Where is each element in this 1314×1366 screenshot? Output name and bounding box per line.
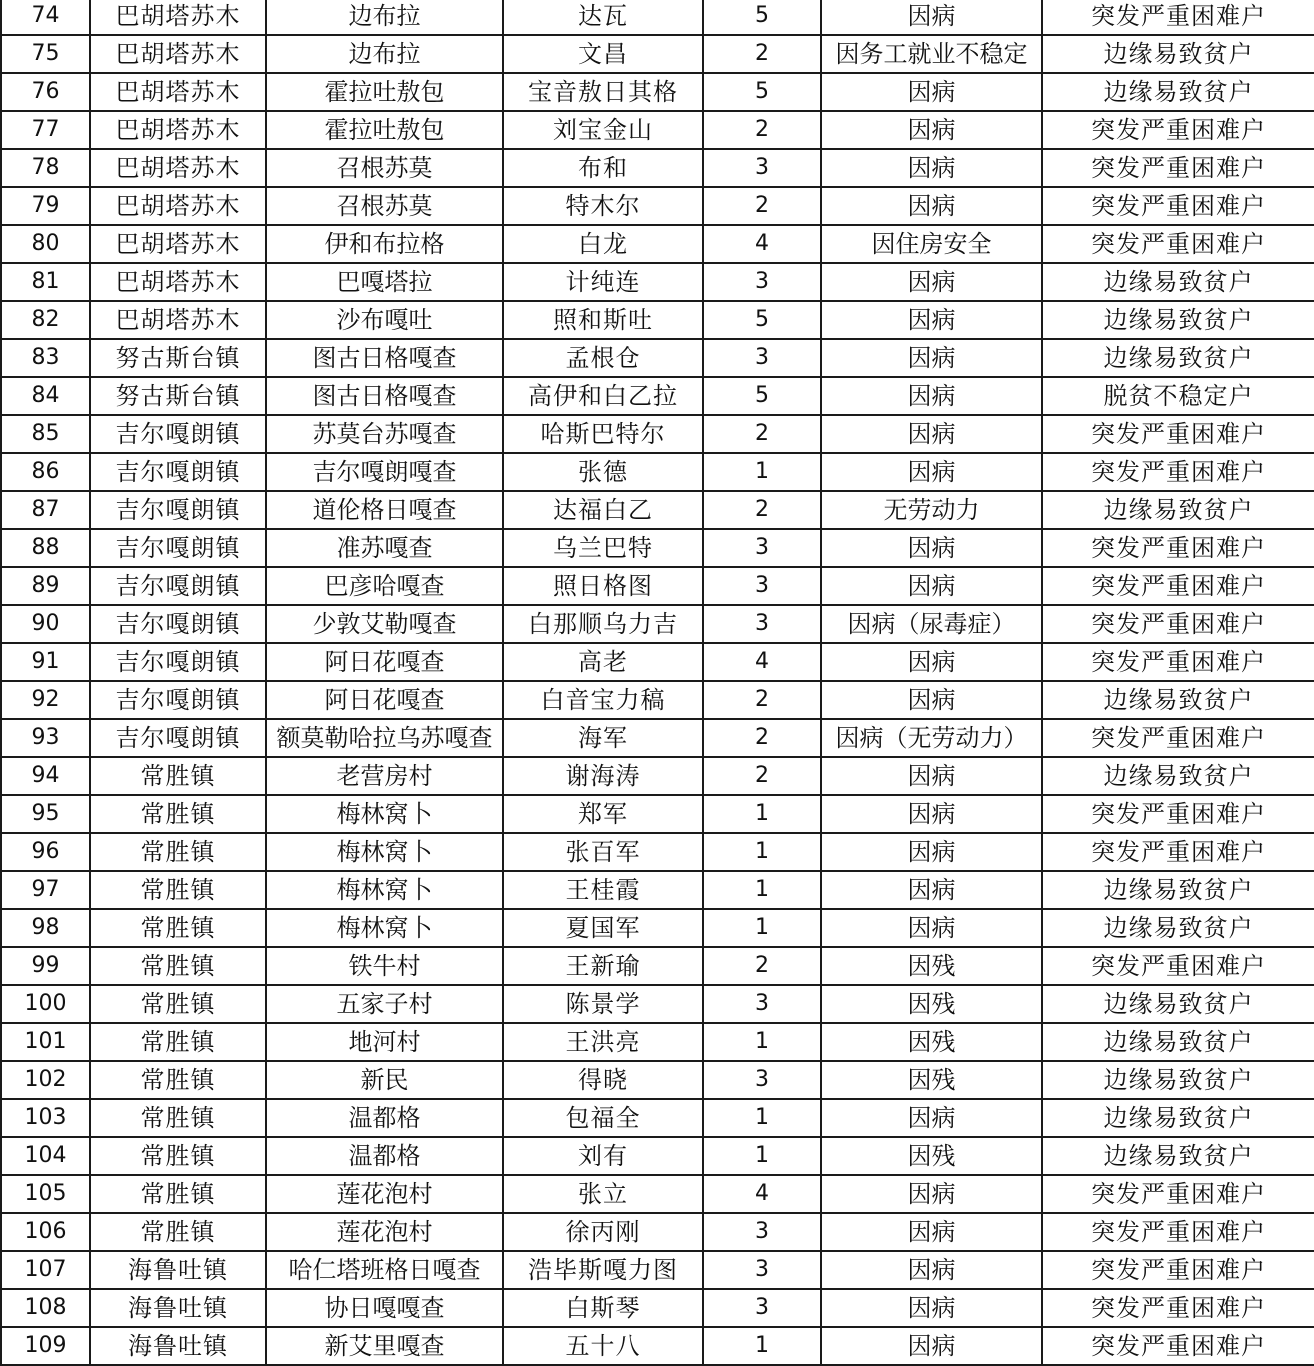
- row-number-cell: 84: [1, 377, 90, 415]
- village-cell: 梅林窝卜: [266, 871, 503, 909]
- village-cell: 梅林窝卜: [266, 909, 503, 947]
- household-size-cell: 1: [703, 453, 821, 491]
- village-cell: 额莫勒哈拉乌苏嘎查: [266, 719, 503, 757]
- name-cell: 张百军: [503, 833, 703, 871]
- household-type-cell: 边缘易致贫户: [1042, 73, 1314, 111]
- village-cell: 铁牛村: [266, 947, 503, 985]
- village-cell: 道伦格日嘎查: [266, 491, 503, 529]
- cause-cell: 因务工就业不稳定: [821, 35, 1042, 73]
- household-size-cell: 2: [703, 947, 821, 985]
- township-cell: 巴胡塔苏木: [90, 225, 266, 263]
- township-cell: 吉尔嘎朗镇: [90, 605, 266, 643]
- row-number-cell: 83: [1, 339, 90, 377]
- village-cell: 哈仁塔班格日嘎查: [266, 1251, 503, 1289]
- name-cell: 高伊和白乙拉: [503, 377, 703, 415]
- cause-cell: 因病: [821, 1327, 1042, 1365]
- village-cell: 边布拉: [266, 0, 503, 35]
- village-cell: 图古日格嘎查: [266, 339, 503, 377]
- township-cell: 常胜镇: [90, 833, 266, 871]
- name-cell: 照日格图: [503, 567, 703, 605]
- table-row: [1, 567, 1314, 605]
- household-size-cell: 3: [703, 567, 821, 605]
- household-size-cell: 4: [703, 1175, 821, 1213]
- table-row: [1, 833, 1314, 871]
- township-cell: 巴胡塔苏木: [90, 301, 266, 339]
- household-type-cell: 边缘易致贫户: [1042, 1061, 1314, 1099]
- township-cell: 巴胡塔苏木: [90, 111, 266, 149]
- household-size-cell: 2: [703, 491, 821, 529]
- household-size-cell: 1: [703, 1137, 821, 1175]
- table-row: [1, 1061, 1314, 1099]
- household-size-cell: 1: [703, 871, 821, 909]
- household-size-cell: 3: [703, 263, 821, 301]
- cause-cell: 因病: [821, 529, 1042, 567]
- row-number-cell: 92: [1, 681, 90, 719]
- township-cell: 常胜镇: [90, 1023, 266, 1061]
- household-type-cell: 突发严重困难户: [1042, 1213, 1314, 1251]
- name-cell: 达瓦: [503, 0, 703, 35]
- row-number-cell: 104: [1, 1137, 90, 1175]
- village-cell: 图古日格嘎查: [266, 377, 503, 415]
- cause-cell: 因病: [821, 453, 1042, 491]
- village-cell: 伊和布拉格: [266, 225, 503, 263]
- table-row: [1, 1099, 1314, 1137]
- cause-cell: 因病: [821, 567, 1042, 605]
- household-size-cell: 2: [703, 719, 821, 757]
- cause-cell: 因病: [821, 643, 1042, 681]
- township-cell: 吉尔嘎朗镇: [90, 567, 266, 605]
- township-cell: 吉尔嘎朗镇: [90, 491, 266, 529]
- name-cell: 夏国军: [503, 909, 703, 947]
- household-type-cell: 突发严重困难户: [1042, 567, 1314, 605]
- table-row: [1, 225, 1314, 263]
- cause-cell: 因病: [821, 909, 1042, 947]
- row-number-cell: 82: [1, 301, 90, 339]
- table-row: [1, 681, 1314, 719]
- household-type-cell: 突发严重困难户: [1042, 111, 1314, 149]
- household-type-cell: 突发严重困难户: [1042, 719, 1314, 757]
- row-number-cell: 81: [1, 263, 90, 301]
- row-number-cell: 101: [1, 1023, 90, 1061]
- village-cell: 霍拉吐敖包: [266, 111, 503, 149]
- name-cell: 白音宝力稿: [503, 681, 703, 719]
- name-cell: 白那顺乌力吉: [503, 605, 703, 643]
- household-type-cell: 突发严重困难户: [1042, 795, 1314, 833]
- name-cell: 哈斯巴特尔: [503, 415, 703, 453]
- name-cell: 陈景学: [503, 985, 703, 1023]
- row-number-cell: 80: [1, 225, 90, 263]
- household-size-cell: 5: [703, 377, 821, 415]
- name-cell: 达福白乙: [503, 491, 703, 529]
- household-size-cell: 5: [703, 0, 821, 35]
- name-cell: 刘有: [503, 1137, 703, 1175]
- table-row: [1, 1213, 1314, 1251]
- village-cell: 莲花泡村: [266, 1175, 503, 1213]
- cause-cell: 因病: [821, 795, 1042, 833]
- row-number-cell: 108: [1, 1289, 90, 1327]
- table-row: [1, 453, 1314, 491]
- row-number-cell: 76: [1, 73, 90, 111]
- household-type-cell: 边缘易致贫户: [1042, 339, 1314, 377]
- household-size-cell: 1: [703, 1099, 821, 1137]
- household-size-cell: 2: [703, 757, 821, 795]
- table-row: [1, 1023, 1314, 1061]
- village-cell: 沙布嘎吐: [266, 301, 503, 339]
- household-type-cell: 边缘易致贫户: [1042, 985, 1314, 1023]
- cause-cell: 因残: [821, 985, 1042, 1023]
- household-size-cell: 4: [703, 225, 821, 263]
- township-cell: 常胜镇: [90, 1099, 266, 1137]
- township-cell: 海鲁吐镇: [90, 1327, 266, 1365]
- household-size-cell: 2: [703, 681, 821, 719]
- name-cell: 照和斯吐: [503, 301, 703, 339]
- township-cell: 吉尔嘎朗镇: [90, 643, 266, 681]
- table-row: [1, 491, 1314, 529]
- township-cell: 巴胡塔苏木: [90, 0, 266, 35]
- table-row: [1, 643, 1314, 681]
- household-type-cell: 突发严重困难户: [1042, 1289, 1314, 1327]
- cause-cell: 因残: [821, 1137, 1042, 1175]
- cause-cell: 因病: [821, 73, 1042, 111]
- household-type-cell: 突发严重困难户: [1042, 605, 1314, 643]
- village-cell: 老营房村: [266, 757, 503, 795]
- cause-cell: 因病: [821, 757, 1042, 795]
- name-cell: 刘宝金山: [503, 111, 703, 149]
- village-cell: 阿日花嘎查: [266, 681, 503, 719]
- table-row: [1, 415, 1314, 453]
- row-number-cell: 107: [1, 1251, 90, 1289]
- row-number-cell: 85: [1, 415, 90, 453]
- table-row: [1, 871, 1314, 909]
- table-row: [1, 1137, 1314, 1175]
- township-cell: 常胜镇: [90, 795, 266, 833]
- table-row: [1, 1175, 1314, 1213]
- household-type-cell: 突发严重困难户: [1042, 225, 1314, 263]
- table-row: [1, 985, 1314, 1023]
- name-cell: 宝音敖日其格: [503, 73, 703, 111]
- household-type-cell: 突发严重困难户: [1042, 947, 1314, 985]
- table-row: [1, 1327, 1314, 1365]
- household-type-cell: 边缘易致贫户: [1042, 681, 1314, 719]
- household-type-cell: 突发严重困难户: [1042, 1251, 1314, 1289]
- village-cell: 准苏嘎查: [266, 529, 503, 567]
- table-row: [1, 719, 1314, 757]
- name-cell: 乌兰巴特: [503, 529, 703, 567]
- row-number-cell: 105: [1, 1175, 90, 1213]
- household-size-cell: 3: [703, 1061, 821, 1099]
- table-row: [1, 377, 1314, 415]
- household-type-cell: 突发严重困难户: [1042, 833, 1314, 871]
- table-row: [1, 757, 1314, 795]
- household-type-cell: 突发严重困难户: [1042, 187, 1314, 225]
- household-size-cell: 2: [703, 187, 821, 225]
- village-cell: 阿日花嘎查: [266, 643, 503, 681]
- household-size-cell: 3: [703, 985, 821, 1023]
- cause-cell: 因病: [821, 149, 1042, 187]
- household-size-cell: 3: [703, 605, 821, 643]
- name-cell: 孟根仓: [503, 339, 703, 377]
- cause-cell: 因病: [821, 111, 1042, 149]
- cause-cell: 因病: [821, 1175, 1042, 1213]
- name-cell: 文昌: [503, 35, 703, 73]
- village-cell: 吉尔嘎朗嘎查: [266, 453, 503, 491]
- name-cell: 王洪亮: [503, 1023, 703, 1061]
- row-number-cell: 79: [1, 187, 90, 225]
- row-number-cell: 88: [1, 529, 90, 567]
- cause-cell: 因病: [821, 833, 1042, 871]
- row-number-cell: 86: [1, 453, 90, 491]
- row-number-cell: 106: [1, 1213, 90, 1251]
- row-number-cell: 96: [1, 833, 90, 871]
- row-number-cell: 99: [1, 947, 90, 985]
- row-number-cell: 75: [1, 35, 90, 73]
- village-cell: 少敦艾勒嘎查: [266, 605, 503, 643]
- row-number-cell: 90: [1, 605, 90, 643]
- row-number-cell: 77: [1, 111, 90, 149]
- name-cell: 五十八: [503, 1327, 703, 1365]
- household-size-cell: 1: [703, 1023, 821, 1061]
- township-cell: 巴胡塔苏木: [90, 149, 266, 187]
- household-type-cell: 突发严重困难户: [1042, 1175, 1314, 1213]
- township-cell: 巴胡塔苏木: [90, 187, 266, 225]
- cause-cell: 因病: [821, 1289, 1042, 1327]
- household-type-cell: 边缘易致贫户: [1042, 871, 1314, 909]
- row-number-cell: 78: [1, 149, 90, 187]
- name-cell: 张立: [503, 1175, 703, 1213]
- household-type-cell: 边缘易致贫户: [1042, 909, 1314, 947]
- row-number-cell: 102: [1, 1061, 90, 1099]
- household-type-cell: 边缘易致贫户: [1042, 263, 1314, 301]
- table-row: [1, 263, 1314, 301]
- household-type-cell: 边缘易致贫户: [1042, 301, 1314, 339]
- household-type-cell: 突发严重困难户: [1042, 0, 1314, 35]
- row-number-cell: 109: [1, 1327, 90, 1365]
- township-cell: 巴胡塔苏木: [90, 263, 266, 301]
- row-number-cell: 93: [1, 719, 90, 757]
- name-cell: 徐丙刚: [503, 1213, 703, 1251]
- village-cell: 召根苏莫: [266, 187, 503, 225]
- name-cell: 高老: [503, 643, 703, 681]
- village-cell: 五家子村: [266, 985, 503, 1023]
- cause-cell: 因病: [821, 1099, 1042, 1137]
- township-cell: 吉尔嘎朗镇: [90, 681, 266, 719]
- household-size-cell: 3: [703, 149, 821, 187]
- household-type-cell: 突发严重困难户: [1042, 149, 1314, 187]
- name-cell: 王桂霞: [503, 871, 703, 909]
- household-size-cell: 3: [703, 1213, 821, 1251]
- village-cell: 霍拉吐敖包: [266, 73, 503, 111]
- village-cell: 温都格: [266, 1137, 503, 1175]
- name-cell: 布和: [503, 149, 703, 187]
- village-cell: 新民: [266, 1061, 503, 1099]
- cause-cell: 因病: [821, 0, 1042, 35]
- table-row: [1, 73, 1314, 111]
- table-row: [1, 795, 1314, 833]
- household-size-cell: 1: [703, 1327, 821, 1365]
- household-type-cell: 边缘易致贫户: [1042, 757, 1314, 795]
- township-cell: 常胜镇: [90, 1213, 266, 1251]
- village-cell: 梅林窝卜: [266, 833, 503, 871]
- table-row: [1, 187, 1314, 225]
- name-cell: 浩毕斯嘎力图: [503, 1251, 703, 1289]
- household-type-cell: 边缘易致贫户: [1042, 1137, 1314, 1175]
- cause-cell: 因病: [821, 301, 1042, 339]
- cause-cell: 因残: [821, 1023, 1042, 1061]
- household-type-cell: 突发严重困难户: [1042, 643, 1314, 681]
- cause-cell: 因病: [821, 187, 1042, 225]
- household-type-cell: 脱贫不稳定户: [1042, 377, 1314, 415]
- household-type-cell: 突发严重困难户: [1042, 453, 1314, 491]
- township-cell: 常胜镇: [90, 947, 266, 985]
- name-cell: 王新瑜: [503, 947, 703, 985]
- household-size-cell: 2: [703, 415, 821, 453]
- village-cell: 巴嘎塔拉: [266, 263, 503, 301]
- household-size-cell: 1: [703, 833, 821, 871]
- name-cell: 特木尔: [503, 187, 703, 225]
- household-size-cell: 3: [703, 529, 821, 567]
- village-cell: 地河村: [266, 1023, 503, 1061]
- name-cell: 谢海涛: [503, 757, 703, 795]
- village-cell: 边布拉: [266, 35, 503, 73]
- table-row: [1, 529, 1314, 567]
- village-cell: 召根苏莫: [266, 149, 503, 187]
- township-cell: 巴胡塔苏木: [90, 73, 266, 111]
- township-cell: 努古斯台镇: [90, 339, 266, 377]
- township-cell: 吉尔嘎朗镇: [90, 415, 266, 453]
- row-number-cell: 94: [1, 757, 90, 795]
- table-row: [1, 0, 1314, 35]
- township-cell: 常胜镇: [90, 757, 266, 795]
- table-row: [1, 35, 1314, 73]
- township-cell: 吉尔嘎朗镇: [90, 453, 266, 491]
- row-number-cell: 91: [1, 643, 90, 681]
- table-body: [1, 0, 1314, 1365]
- cause-cell: 因病（尿毒症）: [821, 605, 1042, 643]
- household-size-cell: 4: [703, 643, 821, 681]
- row-number-cell: 74: [1, 0, 90, 35]
- township-cell: 常胜镇: [90, 1061, 266, 1099]
- name-cell: 张德: [503, 453, 703, 491]
- village-cell: 莲花泡村: [266, 1213, 503, 1251]
- village-cell: 苏莫台苏嘎查: [266, 415, 503, 453]
- household-type-cell: 边缘易致贫户: [1042, 35, 1314, 73]
- township-cell: 海鲁吐镇: [90, 1251, 266, 1289]
- cause-cell: 因病: [821, 1213, 1042, 1251]
- household-size-cell: 5: [703, 73, 821, 111]
- name-cell: 郑军: [503, 795, 703, 833]
- household-size-cell: 3: [703, 339, 821, 377]
- cause-cell: 因残: [821, 1061, 1042, 1099]
- township-cell: 努古斯台镇: [90, 377, 266, 415]
- table-row: [1, 339, 1314, 377]
- cause-cell: 因病: [821, 377, 1042, 415]
- name-cell: 计纯连: [503, 263, 703, 301]
- row-number-cell: 100: [1, 985, 90, 1023]
- row-number-cell: 98: [1, 909, 90, 947]
- household-type-cell: 突发严重困难户: [1042, 415, 1314, 453]
- table-row: [1, 605, 1314, 643]
- table-row: [1, 1289, 1314, 1327]
- cause-cell: 因病: [821, 263, 1042, 301]
- household-size-cell: 5: [703, 301, 821, 339]
- household-type-cell: 边缘易致贫户: [1042, 1099, 1314, 1137]
- table-row: [1, 1251, 1314, 1289]
- village-cell: 梅林窝卜: [266, 795, 503, 833]
- table-row: [1, 909, 1314, 947]
- household-size-cell: 1: [703, 909, 821, 947]
- household-size-cell: 1: [703, 795, 821, 833]
- name-cell: 包福全: [503, 1099, 703, 1137]
- cause-cell: 因病: [821, 415, 1042, 453]
- table-row: [1, 149, 1314, 187]
- household-size-cell: 3: [703, 1289, 821, 1327]
- cause-cell: 因病: [821, 339, 1042, 377]
- village-cell: 巴彦哈嘎查: [266, 567, 503, 605]
- row-number-cell: 95: [1, 795, 90, 833]
- table-row: [1, 947, 1314, 985]
- name-cell: 海军: [503, 719, 703, 757]
- cause-cell: 因住房安全: [821, 225, 1042, 263]
- township-cell: 吉尔嘎朗镇: [90, 529, 266, 567]
- township-cell: 吉尔嘎朗镇: [90, 719, 266, 757]
- household-type-cell: 突发严重困难户: [1042, 529, 1314, 567]
- household-size-cell: 3: [703, 1251, 821, 1289]
- household-type-cell: 边缘易致贫户: [1042, 1023, 1314, 1061]
- row-number-cell: 87: [1, 491, 90, 529]
- township-cell: 巴胡塔苏木: [90, 35, 266, 73]
- row-number-cell: 103: [1, 1099, 90, 1137]
- township-cell: 常胜镇: [90, 1137, 266, 1175]
- name-cell: 白龙: [503, 225, 703, 263]
- household-type-cell: 突发严重困难户: [1042, 1327, 1314, 1365]
- township-cell: 常胜镇: [90, 1175, 266, 1213]
- township-cell: 常胜镇: [90, 871, 266, 909]
- cause-cell: 无劳动力: [821, 491, 1042, 529]
- village-cell: 新艾里嘎查: [266, 1327, 503, 1365]
- row-number-cell: 89: [1, 567, 90, 605]
- township-cell: 海鲁吐镇: [90, 1289, 266, 1327]
- name-cell: 白斯琴: [503, 1289, 703, 1327]
- household-type-cell: 边缘易致贫户: [1042, 491, 1314, 529]
- cause-cell: 因残: [821, 947, 1042, 985]
- cause-cell: 因病: [821, 871, 1042, 909]
- household-size-cell: 2: [703, 35, 821, 73]
- village-cell: 温都格: [266, 1099, 503, 1137]
- table-row: [1, 111, 1314, 149]
- row-number-cell: 97: [1, 871, 90, 909]
- name-cell: 得晓: [503, 1061, 703, 1099]
- household-size-cell: 2: [703, 111, 821, 149]
- township-cell: 常胜镇: [90, 909, 266, 947]
- cause-cell: 因病: [821, 1251, 1042, 1289]
- township-cell: 常胜镇: [90, 985, 266, 1023]
- table-row: [1, 301, 1314, 339]
- cause-cell: 因病（无劳动力）: [821, 719, 1042, 757]
- village-cell: 协日嘎嘎查: [266, 1289, 503, 1327]
- cause-cell: 因病: [821, 681, 1042, 719]
